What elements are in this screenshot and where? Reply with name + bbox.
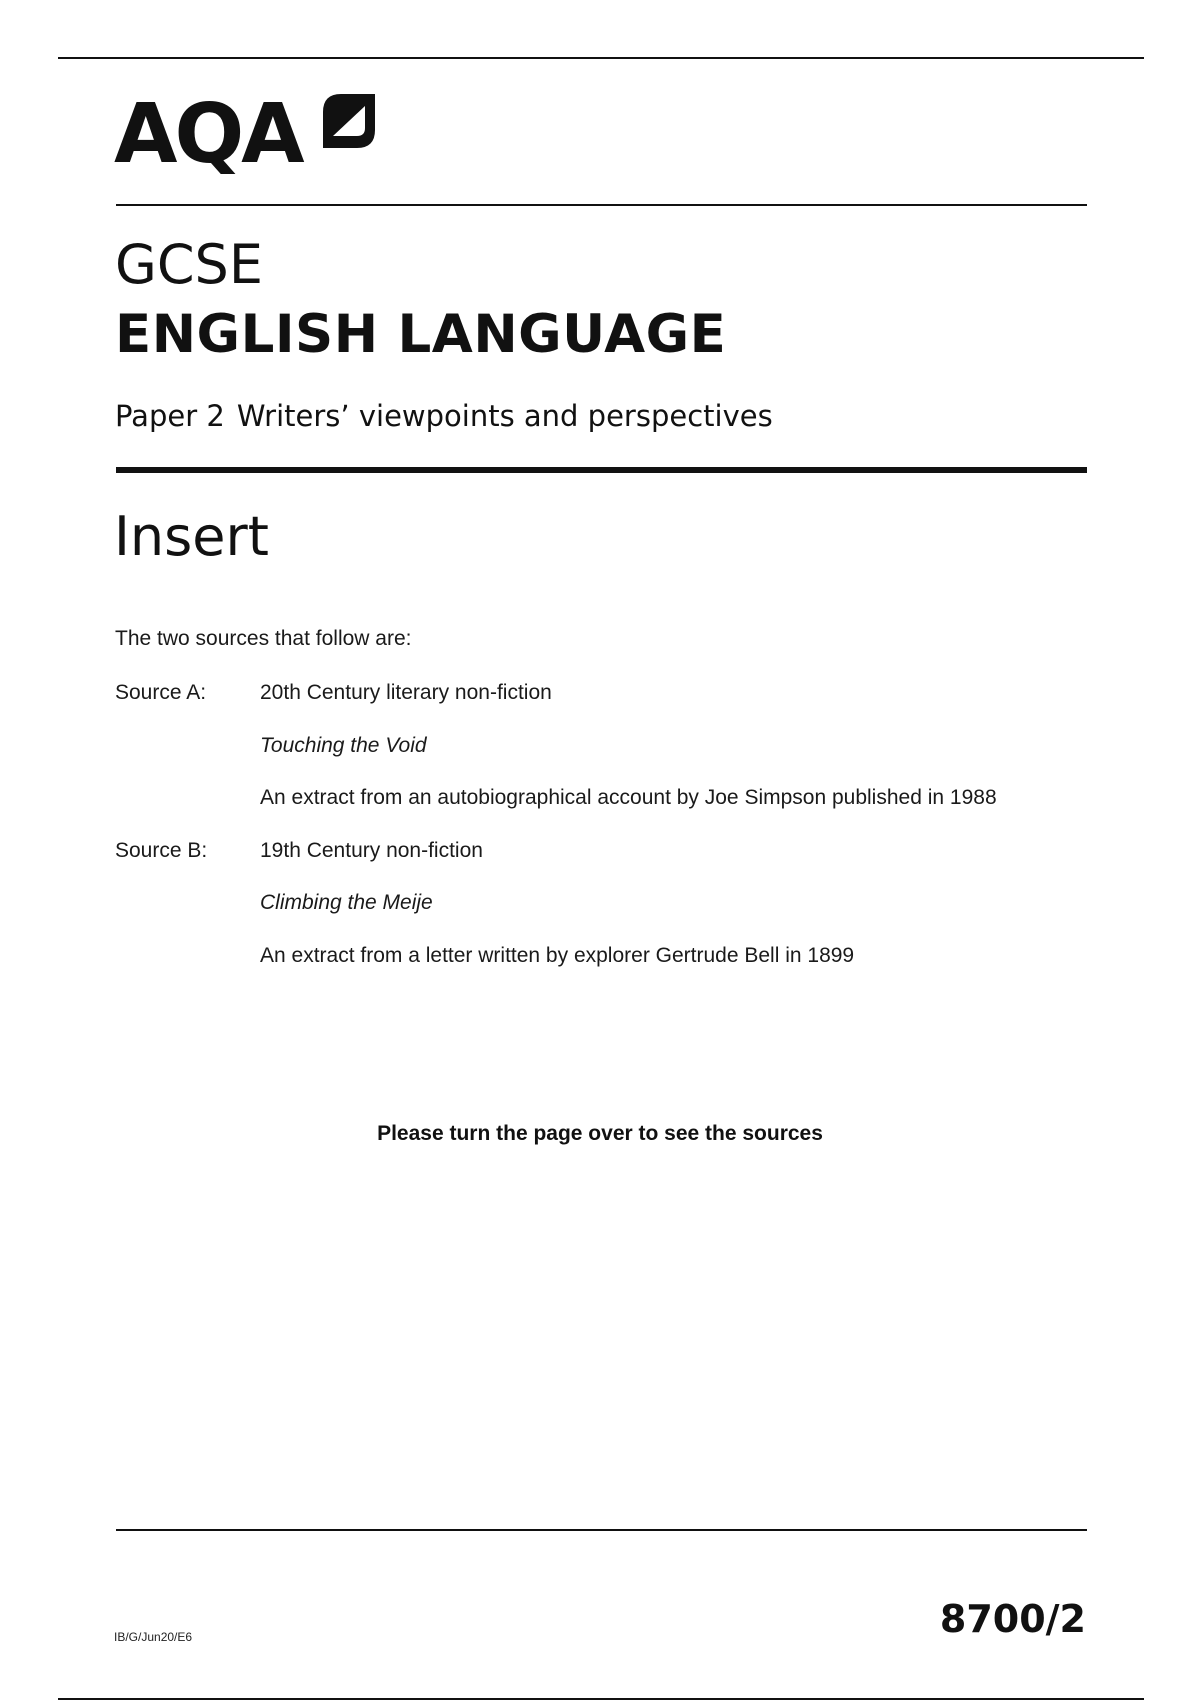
reference-code: IB/G/Jun20/E6 [114, 1630, 193, 1644]
logo-divider [116, 204, 1087, 206]
source-a-description: An extract from an autobiographical account by Joe Simpson published in 1988 [260, 786, 997, 809]
source-a-label: Source A: [115, 681, 207, 704]
source-b-description: An extract from a letter written by explorer Gertrude Bell in 1899 [260, 944, 855, 967]
top-rule [58, 57, 1144, 59]
subject-title: ENGLISH LANGUAGE [115, 304, 727, 365]
turn-over-instruction: Please turn the page over to see the sources [377, 1122, 823, 1145]
logo-text: AQA [114, 87, 302, 182]
source-b-category: 19th Century non-fiction [260, 839, 483, 862]
paper-code: 8700/2 [939, 1597, 1086, 1641]
intro-text: The two sources that follow are: [115, 627, 412, 650]
insert-title: Insert [114, 505, 269, 568]
aqa-leaf-mark-icon [319, 90, 379, 152]
source-a-category: 20th Century literary non-fiction [260, 681, 552, 704]
footer-divider [116, 1529, 1087, 1531]
paper-line [115, 399, 773, 433]
source-b-label: Source B: [115, 839, 208, 862]
thick-divider [116, 467, 1087, 473]
source-b-title: Climbing the Meije [260, 891, 433, 914]
paper-number: Paper 2 [115, 399, 225, 433]
source-a-title: Touching the Void [260, 734, 427, 757]
aqa-logo [114, 88, 384, 188]
paper-title: Writers’ viewpoints and perspectives [236, 399, 773, 433]
qualification-title: GCSE [115, 233, 263, 296]
